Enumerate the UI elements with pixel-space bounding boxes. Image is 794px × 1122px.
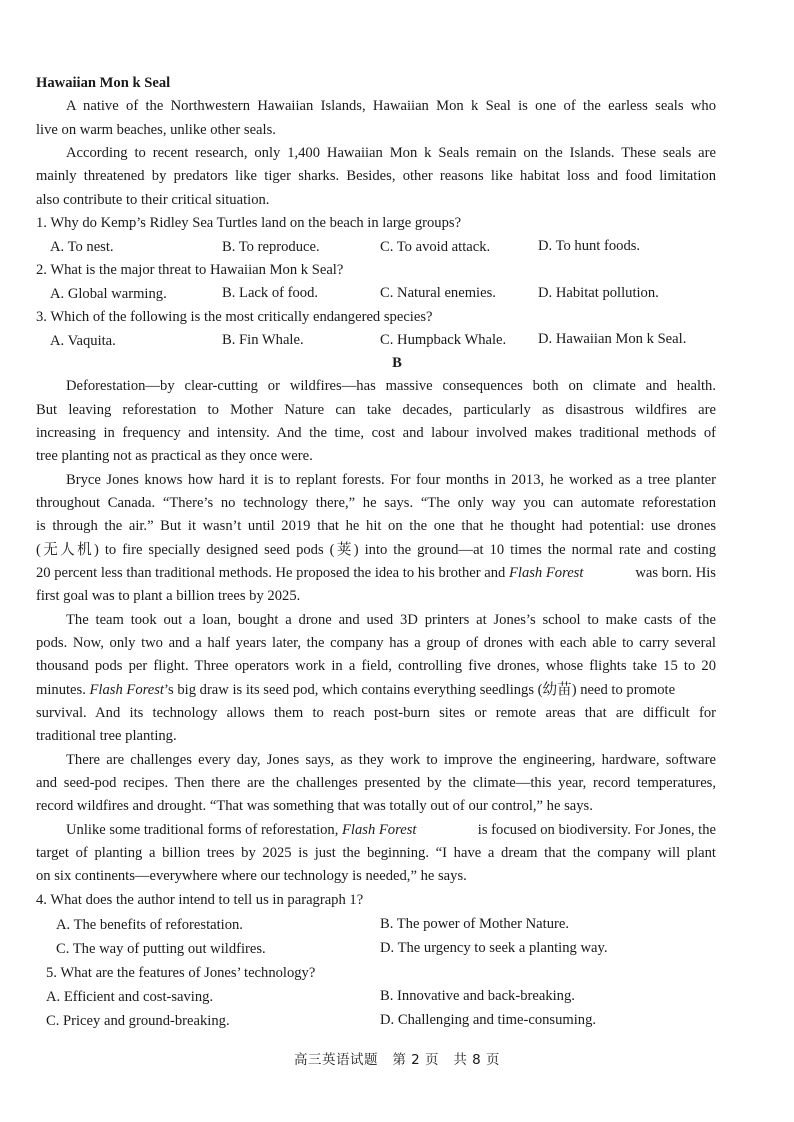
- text-run: Unlike some traditional forms of reforestation,: [66, 822, 342, 838]
- option-c: C. Pricey and ground-breaking.: [46, 1013, 230, 1029]
- paragraph-line: Bryce Jones knows how hard it is to replant forests. For four months in 2013, he worked as a tree planter: [66, 472, 716, 488]
- option-c: C. Natural enemies.: [380, 285, 496, 301]
- paragraph-line: survival. And its technology allows them to reach post-burn sites or remote areas that are difficult for: [36, 705, 716, 721]
- question-stem: 1. Why do Kemp’s Ridley Sea Turtles land on the beach in large groups?: [36, 215, 462, 231]
- paragraph-line: Deforestation—by clear-cutting or wildfires—has massive consequences both on climate and health.: [66, 378, 716, 394]
- text-run: ’s big draw is its seed pod, which contains everything seedlings (幼苗) need to promote: [163, 682, 676, 698]
- paragraph-line: increasing in frequency and intensity. And the time, cost and labour involved makes traditional methods of: [36, 425, 716, 441]
- paragraph-line: But leaving reforestation to Mother Nature can take decades, particularly as disastrous wildfires are: [36, 402, 716, 418]
- text-run: is focused on biodiversity. For Jones, the: [474, 822, 716, 838]
- page-footer: 高三英语试题 第 2 页 共 8 页: [293, 1052, 501, 1068]
- option-c: C. Humpback Whale.: [380, 332, 507, 348]
- paragraph-line: on six continents—everywhere where our technology is needed,” he says.: [36, 868, 467, 884]
- paragraph-line: [66, 820, 716, 840]
- text-run: 20 percent less than traditional methods. He proposed the idea to his brother and: [36, 565, 509, 581]
- paragraph-line: also contribute to their critical situation.: [36, 192, 270, 208]
- paragraph-line: is through the air.” But it wasn’t until 2019 that he hit on the one that he thought had potential: use drones: [36, 518, 716, 534]
- paragraph-line: target of planting a billion trees by 2025 is just the beginning. “I have a dream that the company will plant: [36, 845, 716, 861]
- option-d: D. To hunt foods.: [538, 238, 641, 254]
- paragraph-line: thousand pods per flight. Three operators work in a field, controlling five drones, whose flights take 15 to 20: [36, 658, 716, 674]
- company-name: Flash Forest: [89, 682, 164, 698]
- paragraph-line: There are challenges every day, Jones says, as they work to improve the engineering, hardware, software: [66, 752, 716, 768]
- option-b: B. Innovative and back-breaking.: [380, 988, 575, 1004]
- question-stem: 2. What is the major threat to Hawaiian Mon k Seal?: [36, 262, 344, 278]
- paragraph-line: (无人机) to fire specially designed seed pods (荚) into the ground—at 10 times the normal rate and costing: [36, 542, 716, 558]
- paragraph-line: According to recent research, only 1,400 Hawaiian Mon k Seals remain on the Islands. These seals are: [66, 145, 716, 161]
- option-b: B. Fin Whale.: [222, 332, 304, 348]
- text-run: minutes.: [36, 682, 90, 698]
- option-c: C. The way of putting out wildfires.: [56, 941, 266, 957]
- paragraph-line: [36, 680, 716, 700]
- paragraph-line: [36, 563, 716, 583]
- option-a: A. To nest.: [50, 239, 114, 255]
- option-b: B. To reproduce.: [222, 239, 320, 255]
- question-stem: 3. Which of the following is the most critically endangered species?: [36, 309, 433, 325]
- section-label: B: [392, 355, 402, 371]
- text-run: was born. His: [631, 565, 716, 581]
- paragraph-line: first goal was to plant a billion trees by 2025.: [36, 588, 301, 604]
- option-d: D. Challenging and time-consuming.: [380, 1012, 597, 1028]
- paragraph-line: throughout Canada. “There’s no technology there,” he says. “The only way you can automate reforestation: [36, 495, 716, 511]
- option-d: D. The urgency to seek a planting way.: [380, 940, 608, 956]
- paragraph-line: traditional tree planting.: [36, 728, 177, 744]
- option-a: A. The benefits of reforestation.: [56, 917, 243, 933]
- paragraph-line: tree planting not as practical as they once were.: [36, 448, 313, 464]
- question-stem: 4. What does the author intend to tell us in paragraph 1?: [36, 892, 364, 908]
- option-a: A. Vaquita.: [50, 333, 116, 349]
- paragraph-line: pods. Now, only two and a half years later, the company has a group of drones with each able to carry several: [36, 635, 716, 651]
- paragraph-line: A native of the Northwestern Hawaiian Islands, Hawaiian Mon k Seal is one of the earless seals who: [66, 98, 716, 114]
- paragraph-line: The team took out a loan, bought a drone and used 3D printers at Jones’s school to make casts of the: [66, 612, 716, 628]
- company-name: Flash Forest: [508, 565, 584, 581]
- passage-title: Hawaiian Mon k Seal: [36, 75, 171, 91]
- option-b: B. Lack of food.: [222, 285, 319, 301]
- paragraph-line: record wildfires and drought. “That was something that was totally out of our control,” he says.: [36, 798, 593, 814]
- option-b: B. The power of Mother Nature.: [380, 916, 569, 932]
- option-d: D. Habitat pollution.: [538, 285, 659, 301]
- paragraph-line: mainly threatened by predators like tiger sharks. Besides, other reasons like habitat loss and food limitation: [36, 168, 716, 184]
- option-a: A. Global warming.: [50, 286, 167, 302]
- paragraph-line: and seed-pod recipes. Then there are the challenges presented by the climate—this year, record temperatures,: [36, 775, 716, 791]
- paragraph-line: live on warm beaches, unlike other seals.: [36, 122, 276, 138]
- option-d: D. Hawaiian Mon k Seal.: [538, 331, 687, 347]
- option-a: A. Efficient and cost-saving.: [46, 989, 214, 1005]
- question-stem: 5. What are the features of Jones’ technology?: [46, 965, 316, 981]
- option-c: C. To avoid attack.: [380, 239, 491, 255]
- company-name: Flash Forest: [342, 822, 417, 838]
